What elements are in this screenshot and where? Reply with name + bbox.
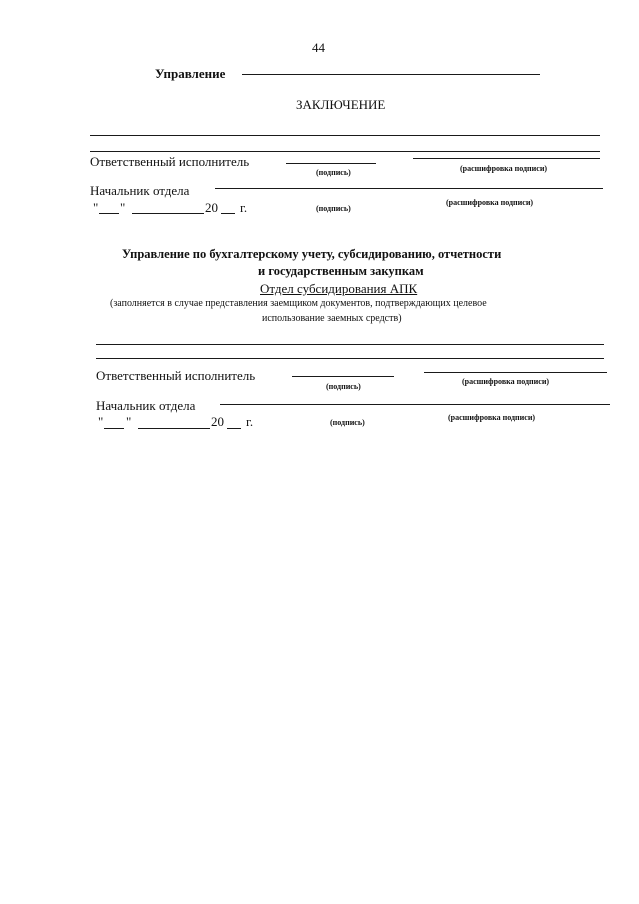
date-suffix: г. xyxy=(240,200,248,215)
section2-heading-line1: Управление по бухгалтерскому учету, субсидированию, отчетности xyxy=(122,247,502,261)
section2-note-line1: (заполняется в случае представления заемщиком документов, подтверждающих целевое xyxy=(110,298,487,309)
section2-head-signature-line xyxy=(220,404,610,405)
executor-label: Ответственный исполнитель xyxy=(90,154,250,169)
head-label: Начальник отдела xyxy=(90,183,190,198)
page-number: 44 xyxy=(312,40,325,55)
section2-note-line2: использование заемных средств) xyxy=(262,313,402,324)
section2-date-day-line xyxy=(104,428,124,429)
date-year: 20 xyxy=(205,200,218,215)
date-day-line xyxy=(99,213,119,214)
section2-executor-label: Ответственный исполнитель xyxy=(96,368,256,383)
executor-signature-line xyxy=(286,163,376,164)
date-month-line xyxy=(132,213,204,214)
section2-date-quote-close: " xyxy=(126,414,132,429)
executor-decoding-line xyxy=(413,158,600,159)
section2-date-year-line xyxy=(227,428,241,429)
section2-date-month-line xyxy=(138,428,210,429)
department-field-line xyxy=(242,74,540,75)
department-label: Управление xyxy=(155,66,226,81)
section2-executor-decoding-caption: (расшифровка подписи) xyxy=(462,377,550,386)
section2-head-label: Начальник отдела xyxy=(96,398,196,413)
executor-signature-caption: (подпись) xyxy=(316,168,351,177)
conclusion-line-1 xyxy=(90,135,600,136)
section2-date-year: 20 xyxy=(211,414,224,429)
section2-line-2 xyxy=(96,358,604,359)
head-signature-line xyxy=(215,188,603,189)
date-quote-open: " xyxy=(93,200,99,215)
section2-head-decoding-caption: (расшифровка подписи) xyxy=(448,413,536,422)
section2-heading-line2: и государственным закупкам xyxy=(258,264,424,278)
head-decoding-caption: (расшифровка подписи) xyxy=(446,198,534,207)
section2-date-suffix: г. xyxy=(246,414,254,429)
document-title: ЗАКЛЮЧЕНИЕ xyxy=(296,97,386,112)
section2-executor-signature-caption: (подпись) xyxy=(326,382,361,391)
date-quote-close: " xyxy=(120,200,126,215)
section2-date-quote-open: " xyxy=(98,414,104,429)
section2-executor-signature-line xyxy=(292,376,394,377)
head-signature-caption: (подпись) xyxy=(316,204,351,213)
section2-executor-decoding-line xyxy=(424,372,607,373)
section2-subheading: Отдел субсидирования АПК xyxy=(260,281,418,296)
conclusion-line-2 xyxy=(90,151,600,152)
section2-line-1 xyxy=(96,344,604,345)
executor-decoding-caption: (расшифровка подписи) xyxy=(460,164,548,173)
date-year-line xyxy=(221,213,235,214)
section2-head-signature-caption: (подпись) xyxy=(330,418,365,427)
